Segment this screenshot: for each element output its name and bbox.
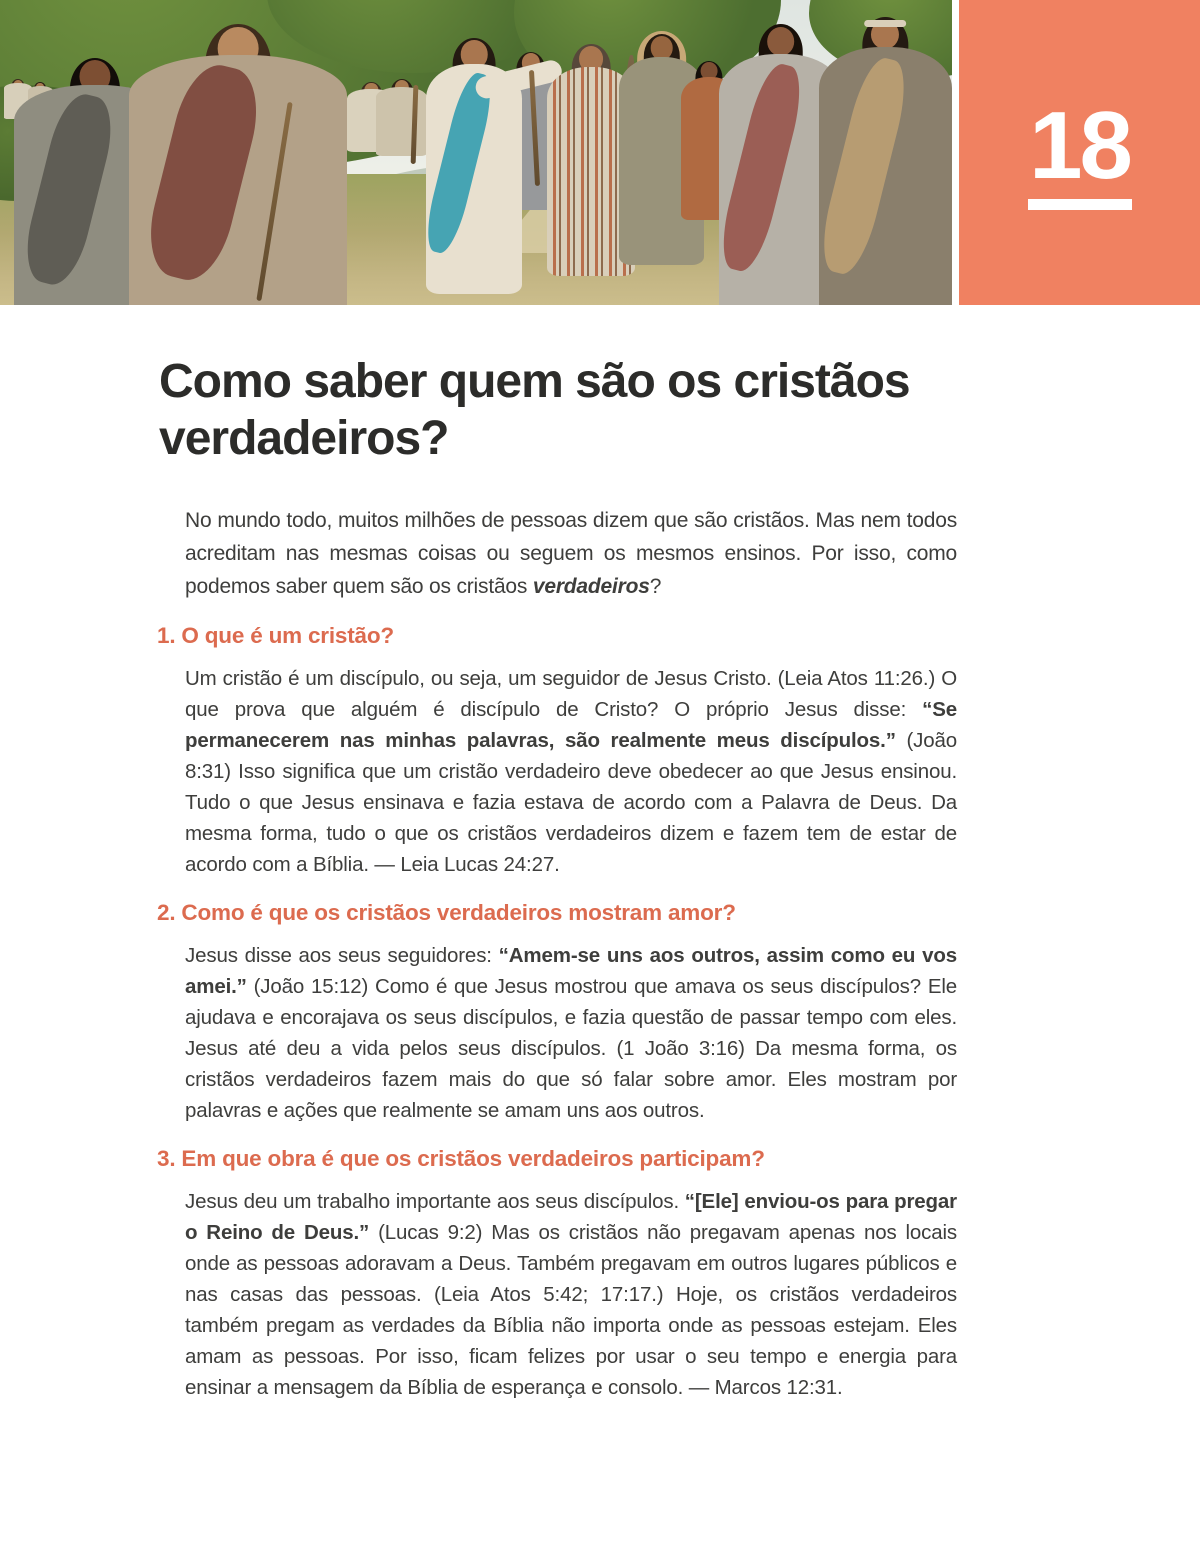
photo-figure — [129, 24, 348, 305]
text-run: Jesus deu um trabalho importante aos seus discípulos. — [185, 1190, 685, 1213]
header-gap — [952, 0, 959, 305]
section-3-paragraph — [185, 1186, 957, 1403]
section-1-paragraph — [185, 663, 957, 880]
text-run: Jesus disse aos seus seguidores: — [185, 944, 499, 967]
text-run: verdadeiros — [532, 575, 650, 598]
photo-figure — [376, 79, 427, 155]
lesson-number: 18 — [1029, 92, 1130, 199]
text-run: “Se permanecerem nas minhas palavras, são realmente meus discípulos.” — [185, 698, 957, 752]
lesson-number-underline — [1028, 199, 1132, 210]
header — [0, 0, 1200, 305]
page-title: Como saber quem são os cristãos verdadeiros? — [159, 355, 910, 465]
photo-figure — [819, 17, 952, 305]
text-run: No mundo todo, muitos milhões de pessoas dizem que são cristãos. Mas nem todos acreditam nas mesmas coisas ou seguem os mesmos ensinos. Por isso, como podemos saber quem são os cristãos — [185, 509, 957, 598]
intro-paragraph — [185, 504, 957, 603]
text-run: “Amem-se uns aos outros, assim como eu vos amei.” — [185, 944, 957, 998]
section-2-paragraph — [185, 940, 957, 1126]
photo-figures — [0, 0, 952, 305]
text-run: (João 8:31) Isso significa que um cristão verdadeiro deve obedecer ao que Jesus ensinou. Tudo o que Jesus ensinava e fazia estava de acordo com a Palavra de Deus. Da mesma forma, tudo o que os cristãos verdadeiros dizem e fazem tem de estar de acordo com a Bíblia. — Leia Lucas 24:27. — [185, 729, 957, 876]
photo-figure — [426, 38, 521, 294]
section-1-question: 1. O que é um cristão? — [157, 623, 394, 648]
text-run: (Lucas 9:2) Mas os cristãos não pregavam apenas nos locais onde as pessoas adoravam a Deus. Também pregavam em outros lugares públicos e nas casas das pessoas. (Leia Atos 5:42; 17:17.) Hoje, os cristãos verdadeiros também pregam as verdades da Bíblia não importa onde as pessoas estejam. Eles amam as pessoas. Por isso, ficam felizes por usar o seu tempo e energia para ensinar a mensagem da Bíblia de esperança e consolo. — Marcos 12:31. — [185, 1221, 957, 1399]
text-run: ? — [649, 575, 662, 598]
text-run: “[Ele] enviou-os para pregar o Reino de Deus.” — [185, 1190, 957, 1244]
photo-figure-part — [376, 87, 427, 156]
section-3-question: 3. Em que obra é que os cristãos verdadeiros participam? — [157, 1146, 765, 1171]
photo-figure-part — [767, 27, 795, 56]
text-run: Um cristão é um discípulo, ou seja, um seguidor de Jesus Cristo. (Leia Atos 11:26.) O que prova que alguém é discípulo de Cristo? O próprio Jesus disse: — [185, 667, 957, 721]
photo-figure-part — [865, 20, 907, 27]
article — [157, 305, 960, 1403]
text-run: (João 15:12) Como é que Jesus mostrou que amava os seus discípulos? Ele ajudava e encorajava os seus discípulos, e fazia questão de passar tempo com eles. Jesus até deu a vida pelos seus discípulos. (1 João 3:16) Da mesma forma, os cristãos verdadeiros fazem mais do que só falar sobre amor. Eles mostram por palavras e ações que realmente se amam uns aos outros. — [185, 975, 957, 1122]
section-2-question: 2. Como é que os cristãos verdadeiros mostram amor? — [157, 900, 736, 925]
header-photo — [0, 0, 952, 305]
lesson-number-badge — [959, 0, 1200, 305]
